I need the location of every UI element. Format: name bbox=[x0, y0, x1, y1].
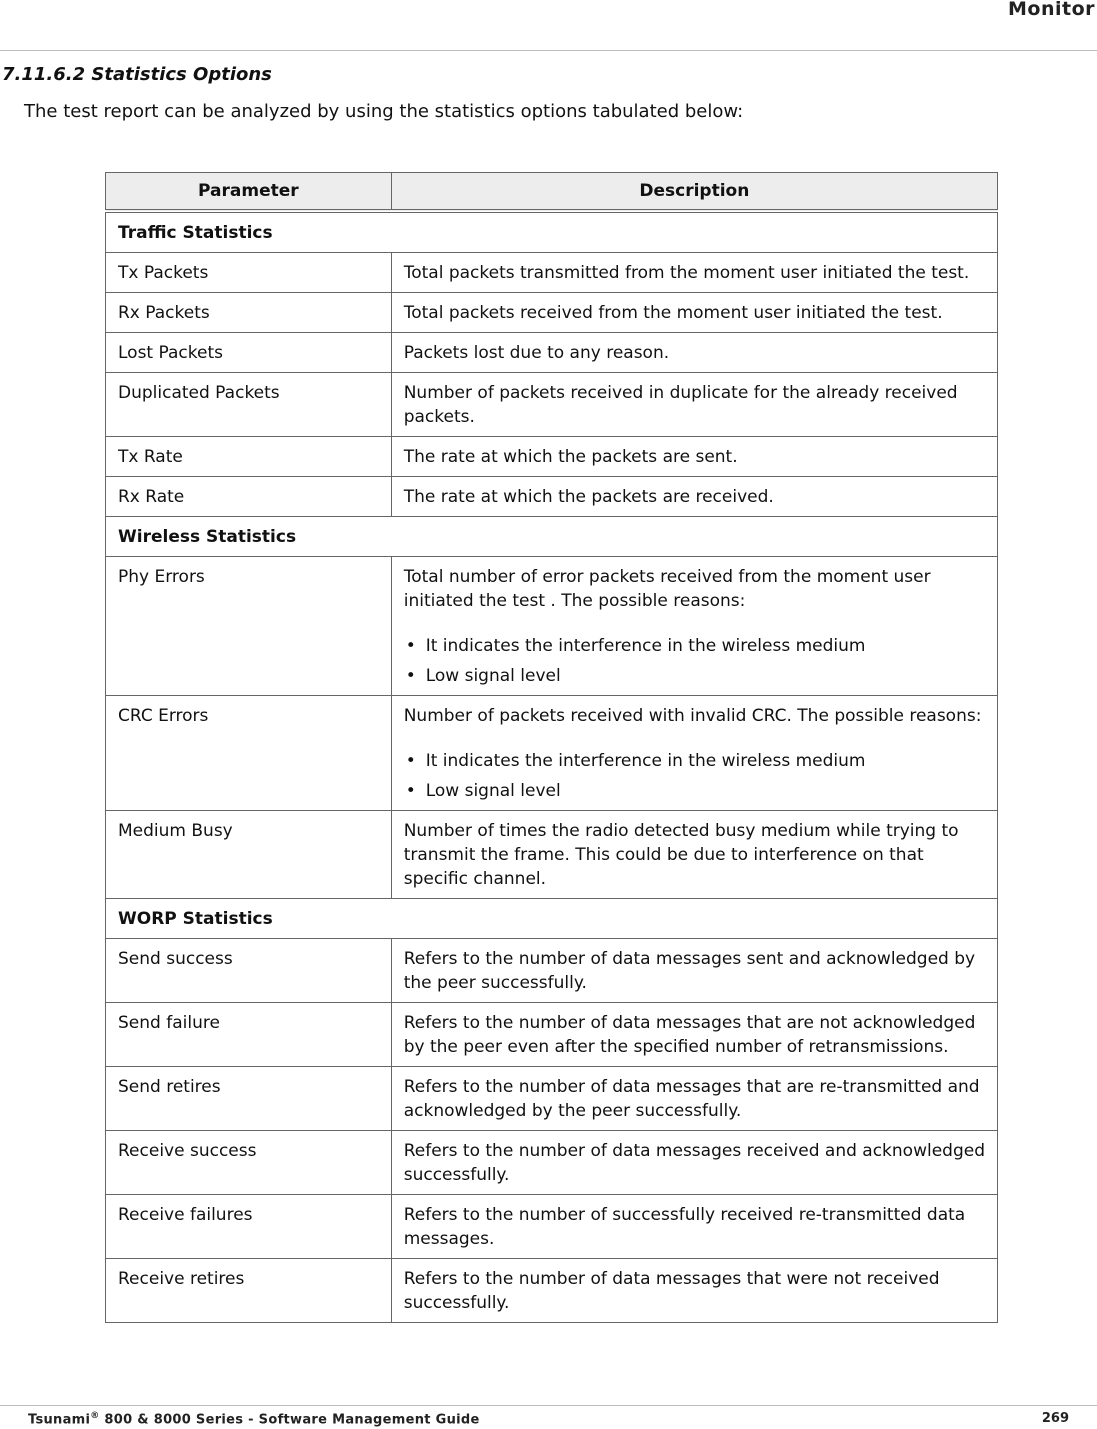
description-text: Refers to the number of successfully received re-transmitted data messages. bbox=[403, 1205, 966, 1249]
description-cell bbox=[391, 1259, 997, 1323]
table-group-row bbox=[106, 899, 998, 939]
footer-brand: Tsunami bbox=[28, 1412, 91, 1428]
table-group-row bbox=[106, 517, 998, 557]
table-row bbox=[106, 477, 998, 517]
reason-list bbox=[404, 634, 985, 688]
parameter-cell: Rx Rate bbox=[106, 477, 392, 517]
description-text: Refers to the number of data messages that were not received successfully. bbox=[403, 1269, 940, 1313]
description-cell bbox=[391, 253, 997, 293]
description-cell bbox=[391, 373, 997, 437]
description-text: Number of packets received in duplicate for the already received packets. bbox=[403, 383, 958, 427]
description-text: Refers to the number of data messages sent and acknowledged by the peer successfully. bbox=[403, 949, 976, 993]
header-rule bbox=[0, 50, 1097, 51]
description-cell bbox=[391, 1131, 997, 1195]
table-row bbox=[106, 1195, 998, 1259]
table-row bbox=[106, 333, 998, 373]
reason-list-item: • Low signal level bbox=[404, 664, 985, 688]
column-header-description: Description bbox=[391, 173, 997, 212]
description-text: Number of packets received with invalid CRC. The possible reasons: bbox=[403, 706, 982, 726]
parameter-cell: Phy Errors bbox=[106, 557, 392, 696]
page-number: 269 bbox=[1041, 1411, 1069, 1426]
footer-guide-title bbox=[28, 1411, 480, 1427]
description-text: Total packets received from the moment user initiated the test. bbox=[403, 303, 943, 323]
table-row bbox=[106, 696, 998, 811]
description-cell bbox=[391, 696, 997, 811]
reason-list bbox=[404, 749, 985, 803]
description-text: Refers to the number of data messages that are not acknowledged by the peer even after the specified number of retransmissions. bbox=[403, 1013, 976, 1057]
table-body bbox=[106, 211, 998, 1323]
parameter-cell: Tx Rate bbox=[106, 437, 392, 477]
table-row bbox=[106, 1259, 998, 1323]
parameter-cell: Send retires bbox=[106, 1067, 392, 1131]
description-text: The rate at which the packets are received. bbox=[403, 487, 774, 507]
group-heading: WORP Statistics bbox=[106, 899, 998, 939]
description-cell bbox=[391, 557, 997, 696]
description-text: The rate at which the packets are sent. bbox=[403, 447, 738, 467]
footer-rule bbox=[0, 1405, 1097, 1406]
description-text: Refers to the number of data messages received and acknowledged successfully. bbox=[403, 1141, 985, 1185]
footer-guide-name: 800 & 8000 Series - Software Management Guide bbox=[99, 1412, 480, 1428]
table-row bbox=[106, 1067, 998, 1131]
parameter-cell: Receive success bbox=[106, 1131, 392, 1195]
section-heading: 7.11.6.2 Statistics Options bbox=[2, 64, 272, 85]
description-cell bbox=[391, 477, 997, 517]
reason-list-item: • Low signal level bbox=[404, 779, 985, 803]
parameter-cell: Rx Packets bbox=[106, 293, 392, 333]
description-cell bbox=[391, 939, 997, 1003]
parameter-cell: Send success bbox=[106, 939, 392, 1003]
intro-paragraph: The test report can be analyzed by using the statistics options tabulated below: bbox=[24, 101, 744, 122]
column-header-parameter: Parameter bbox=[106, 173, 392, 212]
group-heading: Wireless Statistics bbox=[106, 517, 998, 557]
description-cell bbox=[391, 1195, 997, 1259]
description-cell bbox=[391, 333, 997, 373]
description-cell bbox=[391, 811, 997, 899]
statistics-options-table bbox=[105, 172, 998, 1323]
table-row bbox=[106, 253, 998, 293]
parameter-cell: Duplicated Packets bbox=[106, 373, 392, 437]
parameter-cell: Receive failures bbox=[106, 1195, 392, 1259]
parameter-cell: Receive retires bbox=[106, 1259, 392, 1323]
table-row bbox=[106, 939, 998, 1003]
parameter-cell: Medium Busy bbox=[106, 811, 392, 899]
registered-mark: ® bbox=[90, 1411, 100, 1421]
description-cell bbox=[391, 293, 997, 333]
table-row bbox=[106, 437, 998, 477]
table-header-row bbox=[106, 173, 998, 212]
description-cell bbox=[391, 1067, 997, 1131]
description-text: Refers to the number of data messages that are re-transmitted and acknowledged by the peer successfully. bbox=[403, 1077, 980, 1121]
parameter-cell: Tx Packets bbox=[106, 253, 392, 293]
header-title: Monitor bbox=[1007, 0, 1095, 20]
parameter-cell: CRC Errors bbox=[106, 696, 392, 811]
table-row bbox=[106, 557, 998, 696]
table-header bbox=[106, 173, 998, 212]
description-text: Number of times the radio detected busy medium while trying to transmit the frame. This could be due to interference on that specific channel. bbox=[403, 821, 959, 889]
table-group-row bbox=[106, 211, 998, 253]
description-cell bbox=[391, 1003, 997, 1067]
table-row bbox=[106, 1131, 998, 1195]
description-cell bbox=[391, 437, 997, 477]
table-row bbox=[106, 1003, 998, 1067]
table-row bbox=[106, 811, 998, 899]
description-text: Packets lost due to any reason. bbox=[403, 343, 670, 363]
table-row bbox=[106, 373, 998, 437]
description-text: Total number of error packets received from the moment user initiated the test . The possible reasons: bbox=[403, 567, 931, 611]
reason-list-item: • It indicates the interference in the wireless medium bbox=[404, 749, 985, 773]
table-row bbox=[106, 293, 998, 333]
parameter-cell: Lost Packets bbox=[106, 333, 392, 373]
group-heading: Traffic Statistics bbox=[106, 211, 998, 253]
reason-list-item: • It indicates the interference in the wireless medium bbox=[404, 634, 985, 658]
description-text: Total packets transmitted from the moment user initiated the test. bbox=[403, 263, 970, 283]
parameter-cell: Send failure bbox=[106, 1003, 392, 1067]
